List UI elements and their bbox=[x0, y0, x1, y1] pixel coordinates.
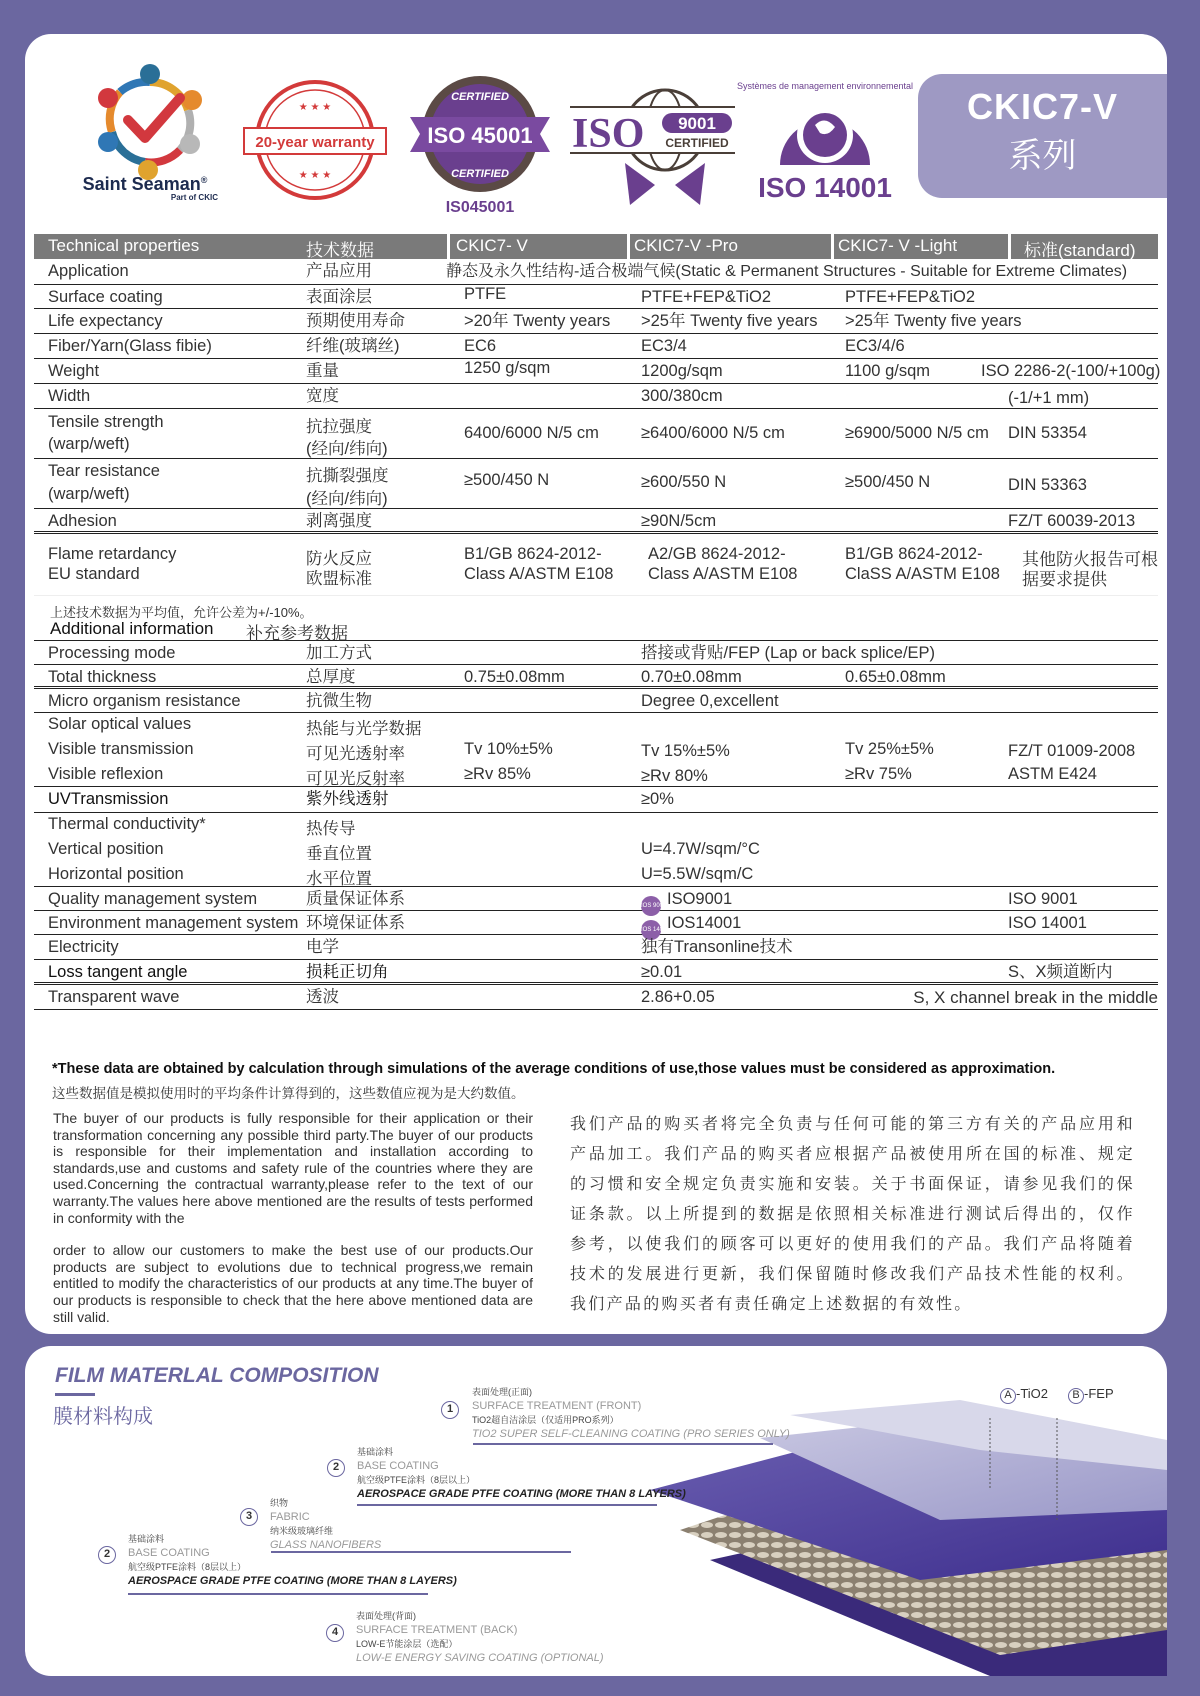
iso14001-mini-icon: IOS 14001 bbox=[641, 920, 661, 940]
table-row: Thermal conductivity* 热传导 Vertical position 垂直位置 U=4.7W/sqm/°C Horizontal position 水平位置 U=5.5W/sqm/C bbox=[34, 813, 1158, 887]
header-ckic7-v: CKIC7- V bbox=[456, 236, 528, 255]
disclaimer-en: The buyer of our products is fully responsible for their application or their transformation concerning any possible third party.The buyer of our products is responsible for their implementation and installation according to standards,use and customs and safety rule of the countries where they are used.Concerning the contractual warranty,please refer to the text of our warranty.The values here above mentioned are the results of tests performed in conformity with the order to allow our customers to make the best use of our products.Our products are subject to evolutions due to technical progress,we remain entitled to modify the characteristics of our products at any time.The buyer of our products is responsible to check that the here above mentioned data are still valid. bbox=[53, 1110, 533, 1325]
svg-text:★ ★ ★: ★ ★ ★ bbox=[298, 102, 332, 113]
table-row: Weight 重量 1250 g/sqm 1200g/sqm 1100 g/sqm ISO 2286-2(-100/+100g) bbox=[34, 359, 1158, 384]
layer-number: 3 bbox=[240, 1508, 258, 1526]
table-row: Flame retardancy EU standard 防火反应 欧盟标准 B1/GB 8624-2012- Class A/ASTM E108 A2/GB 8624-2012- Class A/ASTM E108 B1/GB 8624-2012- ClaSS A/ASTM E108 其他防火报告可根 据要求提供 bbox=[34, 534, 1158, 596]
table-row: Processing mode 加工方式 搭接或背贴/FEP (Lap or back splice/EP) bbox=[34, 641, 1158, 665]
svg-text:Systèmes de management environ: Systèmes de management environnemental bbox=[736, 81, 914, 91]
iso9001-value: IOS 9001ISO9001 bbox=[641, 887, 732, 916]
iso45001-badge-icon bbox=[405, 72, 555, 217]
people-circle-logo-icon bbox=[90, 62, 210, 182]
additional-info-title: Additional information 补充参考数据 bbox=[34, 618, 1158, 641]
iso14001-badge-icon bbox=[736, 75, 914, 205]
brand-name: Saint Seaman® Part of CKIC bbox=[60, 174, 230, 202]
tolerance-note: 上述技术数据为平均值，允许公差为+/-10%。 bbox=[50, 605, 313, 620]
iso14001-value: IOS 14001IOS14001 bbox=[641, 911, 741, 940]
table-row: Surface coating 表面涂层 PTFE PTFE+FEP&TiO2 PTFE+FEP&TiO2 bbox=[34, 284, 1158, 309]
legend-b-marker: B bbox=[1068, 1388, 1084, 1404]
svg-text:ISO 45001: ISO 45001 bbox=[427, 123, 533, 148]
legend-a-marker: A bbox=[1000, 1388, 1016, 1404]
layer-2-underline bbox=[357, 1504, 657, 1506]
film-composition-title-cn: 膜材料构成 bbox=[53, 1406, 153, 1428]
layer-number: 2 bbox=[327, 1459, 345, 1477]
series-label: 系列 bbox=[1008, 137, 1077, 175]
table-row: Environment management system 环境保证体系 IOS 14001IOS14001 ISO 14001 bbox=[34, 911, 1158, 935]
film-composition-title: FILM MATERLAL COMPOSITION bbox=[55, 1364, 379, 1387]
table-row: Micro organism resistance 抗微生物 Degree 0,excellent bbox=[34, 689, 1158, 713]
layer-fabric: 3 织物 FABRIC 纳米级玻璃纤维 GLASS NANOFIBERS bbox=[240, 1496, 381, 1552]
table-row: Electricity 电学 独有Transonline技术 bbox=[34, 935, 1158, 960]
svg-text:CERTIFIED: CERTIFIED bbox=[451, 168, 509, 180]
technical-properties-table bbox=[34, 234, 1161, 1010]
header-technical-properties: Technical properties bbox=[48, 236, 200, 255]
layer-number: 4 bbox=[326, 1624, 344, 1642]
table-row: Tear resistance (warp/weft) 抗撕裂强度 (经向/纬向) ≥500/450 N ≥600/550 N ≥500/450 N DIN 53363 bbox=[34, 459, 1158, 509]
layer-base-coating-upper: 2 基础涂料 BASE COATING 航空级PTFE涂料（8层以上） AEROSPACE GRADE PTFE COATING (MORE THAN 8 LAYERS) bbox=[327, 1445, 686, 1501]
layer-number: 1 bbox=[441, 1401, 459, 1419]
series-title-box bbox=[918, 74, 1167, 198]
header-standard: 标准(standard) bbox=[1024, 241, 1136, 260]
svg-text:IS045001: IS045001 bbox=[445, 199, 515, 216]
header-separator bbox=[831, 234, 834, 259]
layer-base-coating-lower: 2 基础涂料 BASE COATING 航空级PTFE涂料（8层以上） AEROSPACE GRADE PTFE COATING (MORE THAN 8 LAYERS) bbox=[98, 1532, 457, 1588]
table-row: Loss tangent angle 损耗正切角 ≥0.01 S、X频道断内 bbox=[34, 960, 1158, 985]
header-separator bbox=[627, 234, 630, 259]
approximation-note: *These data are obtained by calculation through simulations of the average conditions of use,those values must be considered as approximation. bbox=[52, 1061, 1056, 1077]
brand-subtitle: Part of CKIC bbox=[170, 193, 218, 202]
table-row: Width 宽度 300/380cm (-1/+1 mm) bbox=[34, 384, 1158, 409]
layer-surface-front: 1 表面处理(正面) SURFACE TREATMENT (FRONT) TiO2超自洁涂层（仅适用PRO系列） TIO2 SUPER SELF-CLEANING COATING (PRO SERIES ONLY) bbox=[441, 1385, 790, 1441]
legend-fep: B -FEP bbox=[1068, 1386, 1114, 1404]
svg-text:CERTIFIED: CERTIFIED bbox=[451, 91, 509, 103]
svg-text:ISO 14001: ISO 14001 bbox=[758, 172, 892, 203]
approximation-note-cn: 这些数据值是模拟使用时的平均条件计算得到的，这些数值应视为是大约数值。 bbox=[52, 1086, 525, 1101]
svg-text:CERTIFIED: CERTIFIED bbox=[665, 136, 729, 150]
header-separator bbox=[447, 234, 450, 259]
svg-text:★ ★ ★: ★ ★ ★ bbox=[298, 170, 332, 181]
iso9001-mini-icon: IOS 9001 bbox=[641, 896, 661, 916]
svg-text:9001: 9001 bbox=[678, 114, 716, 133]
table-row: UVTransmission 紫外线透射 ≥0% bbox=[34, 787, 1158, 813]
layer-surface-back: 4 表面处理(背面) SURFACE TREATMENT (BACK) LOW-E节能涂层（选配） LOW-E ENERGY SAVING COATING (OPTIONAL) bbox=[326, 1609, 604, 1665]
iso9001-badge-icon bbox=[570, 75, 735, 210]
header-separator bbox=[1008, 234, 1011, 259]
brand-logo bbox=[60, 62, 220, 208]
svg-text:20-year warranty: 20-year warranty bbox=[255, 134, 375, 151]
table-header bbox=[34, 234, 1158, 259]
warranty-stamp-icon bbox=[240, 78, 390, 203]
table-row: Quality management system 质量保证体系 IOS 9001ISO9001 ISO 9001 bbox=[34, 887, 1158, 911]
legend-tio2: A -TiO2 bbox=[1000, 1386, 1048, 1404]
layer-2b-underline bbox=[128, 1593, 428, 1595]
table-row: Tensile strength (warp/weft) 抗拉强度 (经向/纬向) 6400/6000 N/5 cm ≥6400/6000 N/5 cm ≥6900/5000 N/5 cm DIN 53354 bbox=[34, 409, 1158, 459]
series-model: CKIC7-V bbox=[966, 86, 1119, 127]
table-row: Total thickness 总厚度 0.75±0.08mm 0.70±0.08mm 0.65±0.08mm bbox=[34, 665, 1158, 689]
disclaimer-cn: 我们产品的购买者将完全负责与任何可能的第三方有关的产品应用和产品加工。我们产品的购买者应根据产品被使用所在国的标准、规定的习惯和安全规定负责实施和安装。关于书面保证，请参见我们的保证条款。以上所提到的数据是依照相关标准进行测试后得出的，仅作参考，以使我们的顾客可以更好的使用我们的产品。我们产品将随着技术的发展进行更新，我们保留随时修改我们产品技术性能的权利。我们产品的购买者有责任确定上述数据的有效性。 bbox=[570, 1116, 1135, 1313]
table-row: Fiber/Yarn(Glass fibie) 纤维(玻璃丝) EC6 EC3/4 EC3/4/6 bbox=[34, 334, 1158, 359]
title-underline bbox=[55, 1393, 95, 1396]
svg-text:ISO: ISO bbox=[572, 111, 645, 157]
table-row: Transparent wave 透波 2.86+0.05 S, X channel break in the middle bbox=[34, 985, 1158, 1010]
film-layers-illustration bbox=[560, 1400, 1167, 1676]
table-row: Solar optical values 热能与光学数据 Visible transmission 可见光透射率 Tv 10%±5% Tv 15%±5% Tv 25%±5% FZ/T 01009-2008 Visible reflexion 可见光反射率 ≥Rv 85% ≥Rv 80% ≥Rv 75% ASTM E424 bbox=[34, 713, 1158, 787]
header-ckic7-v-light: CKIC7- V -Light bbox=[838, 236, 958, 255]
table-row: Adhesion 剥离强度 ≥90N/5cm FZ/T 60039-2013 bbox=[34, 509, 1158, 534]
header-ckic7-v-pro: CKIC7-V -Pro bbox=[634, 236, 738, 255]
layer-number: 2 bbox=[98, 1546, 116, 1564]
header-technical-data: 技术数据 bbox=[306, 241, 374, 260]
table-row: Application 产品应用 静态及永久性结构-适合极端气候(Static & Permanent Structures - Suitable for Extreme Climates) bbox=[48, 262, 1128, 280]
table-row: Life expectancy 预期使用寿命 >20年 Twenty years >25年 Twenty five years >25年 Twenty five years bbox=[34, 309, 1158, 334]
